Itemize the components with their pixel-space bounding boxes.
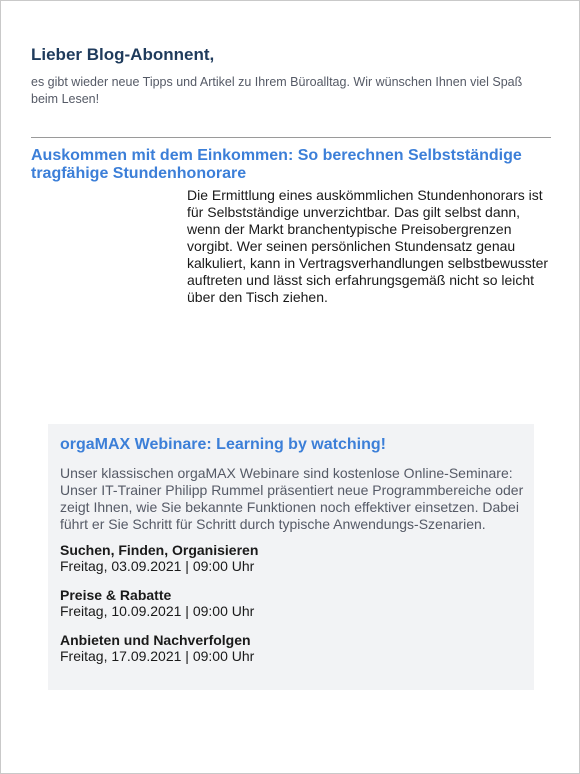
- webinar-session-name[interactable]: Anbieten und Nachverfolgen: [60, 632, 251, 648]
- webinar-session-date: Freitag, 03.09.2021 | 09:00 Uhr: [60, 558, 255, 574]
- webinar-box: [48, 424, 534, 690]
- webinar-description: Unser klassischen orgaMAX Webinare sind kostenlose Online-Seminare: Unser IT-Trainer Philipp Rummel präsentiert neue Programmbereiche oder zeigt Ihnen, wie Sie bekannte Funktionen noch effektiver einsetzen. Dabei führt er Sie Schritt für Schritt durch typische Anwendungs-Szenarien.: [60, 465, 524, 532]
- webinar-session-date: Freitag, 17.09.2021 | 09:00 Uhr: [60, 648, 255, 664]
- webinar-session: [60, 542, 520, 574]
- webinar-session: [60, 632, 520, 664]
- webinar-session-name[interactable]: Suchen, Finden, Organisieren: [60, 542, 259, 558]
- webinar-session: [60, 587, 520, 619]
- webinar-title-link[interactable]: orgaMAX Webinare: Learning by watching!: [60, 436, 386, 453]
- webinar-session-date: Freitag, 10.09.2021 | 09:00 Uhr: [60, 603, 255, 619]
- section-divider: [31, 137, 551, 138]
- greeting-heading: Lieber Blog-Abonnent,: [31, 45, 215, 64]
- intro-text: es gibt wieder neue Tipps und Artikel zu Ihrem Büroalltag. Wir wünschen Ihnen viel Spaß beim Lesen!: [31, 75, 523, 106]
- article-teaser: Die Ermittlung eines auskömmlichen Stundenhonorars ist für Selbstständige unverzichtbar. Das gilt selbst dann, wenn der Markt branchentypische Preisobergrenzen vorgibt. Wer seinen persönlichen Stundensatz genau kalkuliert, kann in Vertragsverhandlungen selbstbewusster auftreten und lässt sich erfahrungsgemäß nicht so leicht über den Tisch ziehen.: [187, 187, 549, 305]
- webinar-session-name[interactable]: Preise & Rabatte: [60, 587, 172, 603]
- article-title-link[interactable]: Auskommen mit dem Einkommen: So berechnen Selbstständige tragfähige Stundenhonorare: [31, 147, 522, 182]
